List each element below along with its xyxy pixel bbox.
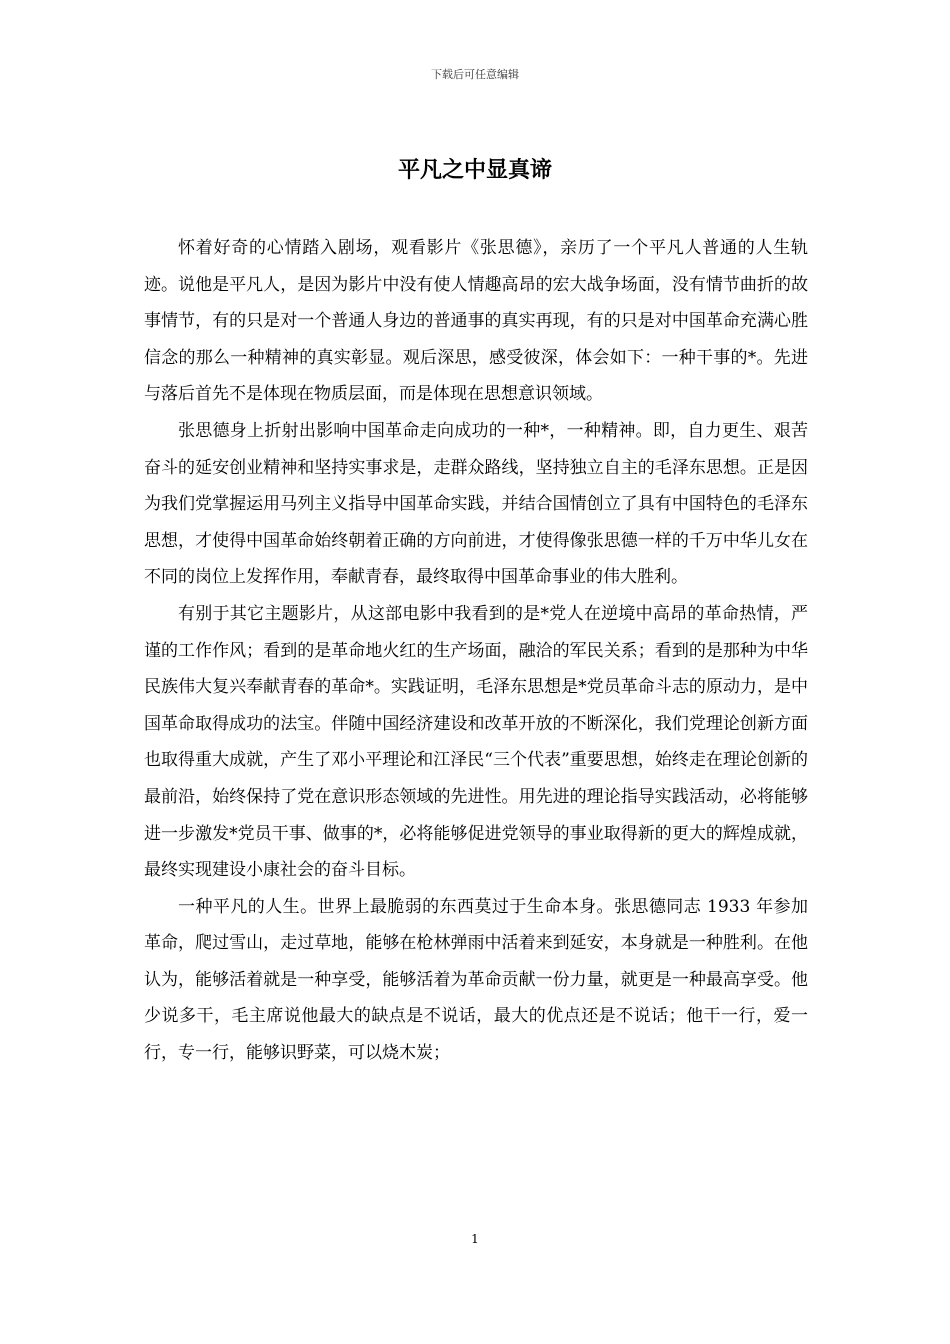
paragraph: 一种平凡的人生。世界上最脆弱的东西莫过于生命本身。张思德同志 1933 年参加革命，爬过雪山，走过草地，能够在枪林弹雨中活着来到延安，本身就是一种胜利。在他认为，能够活着就是一种享受，能够活着为革命贡献一份力量，就更是一种最高享受。他少说多干，毛主席说他最大的缺点是不说话，最大的优点还是不说话；他干一行，爱一行，专一行，能够识野菜，可以烧木炭；: [144, 896, 808, 1064]
document-body: [144, 230, 808, 1072]
paragraph: 张思德身上折射出影响中国革命走向成功的一种*，一种精神。即，自力更生、艰苦奋斗的延安创业精神和坚持实事求是，走群众路线，坚持独立自主的毛泽东思想。正是因为我们党掌握运用马列主义指导中国革命实践，并结合国情创立了具有中国特色的毛泽东思想，才使得中国革命始终朝着正确的方向前进，才使得像张思德一样的千万中华儿女在不同的岗位上发挥作用，奉献青春，最终取得中国革命事业的伟大胜利。: [144, 420, 808, 588]
document-title: 平凡之中显真谛: [397, 157, 552, 183]
paragraph: 怀着好奇的心情踏入剧场，观看影片《张思德》，亲历了一个平凡人普通的人生轨迹。说他是平凡人，是因为影片中没有使人情趣高昂的宏大战争场面，没有情节曲折的故事情节，有的只是对一个普通人身边的普通事的真实再现，有的只是对中国革命充满心胜信念的那么一种精神的真实彰显。观后深思，感受彼深，体会如下：一种干事的*。先进与落后首先不是体现在物质层面，而是体现在思想意识领域。: [144, 238, 808, 405]
page-number: 1: [471, 1232, 479, 1246]
page-header: 下载后可任意编辑: [431, 68, 519, 81]
paragraph: 有别于其它主题影片，从这部电影中我看到的是*党人在逆境中高昂的革命热情，严谨的工作作风；看到的是革命地火红的生产场面，融洽的军民关系；看到的是那种为中华民族伟大复兴奉献青春的革命*。实践证明，毛泽东思想是*党员革命斗志的原动力，是中国革命取得成功的法宝。伴随中国经济建设和改革开放的不断深化，我们党理论创新方面也取得重大成就，产生了邓小平理论和江泽民“三个代表”重要思想，始终走在理论创新的最前沿，始终保持了党在意识形态领域的先进性。用先进的理论指导实践活动，必将能够进一步激发*党员干事、做事的*，必将能够促进党领导的事业取得新的更大的辉煌成就，最终实现建设小康社会的奋斗目标。: [144, 603, 808, 881]
